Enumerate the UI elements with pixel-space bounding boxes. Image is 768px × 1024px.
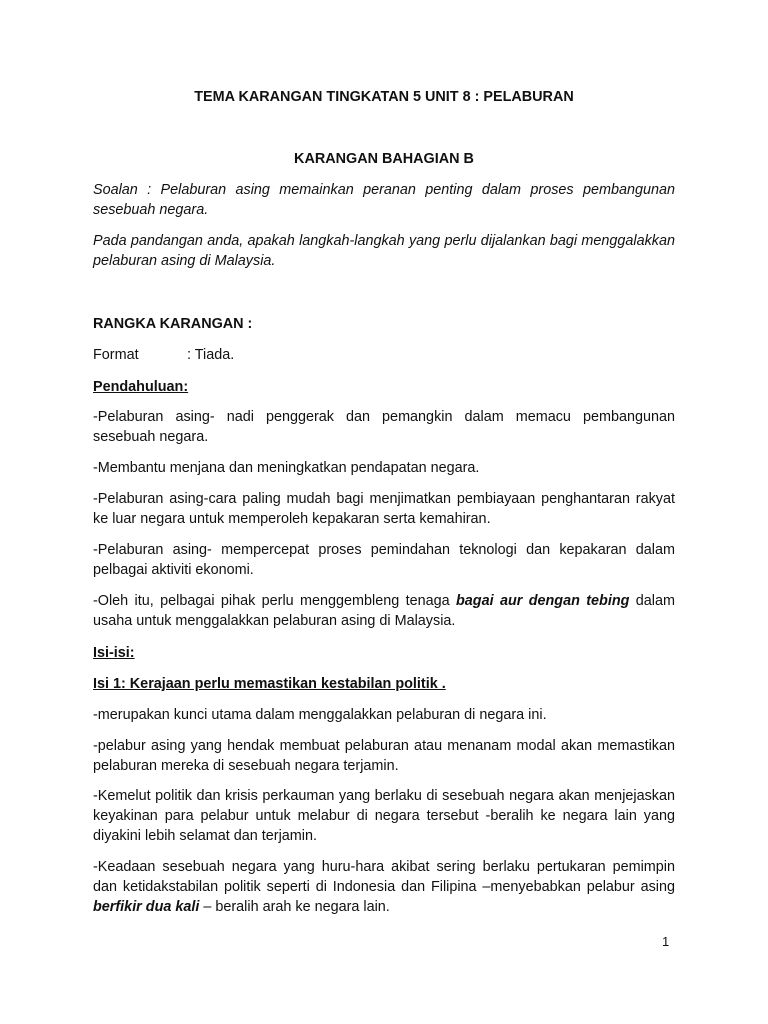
intro-point-5-emphasis: bagai aur dengan tebing	[456, 593, 630, 609]
intro-point-3: -Pelaburan asing-cara paling mudah bagi menjimatkan pembiayaan penghantaran rakyat ke luar negara untuk memperoleh kepakaran serta kemahiran.	[93, 491, 675, 527]
page-number: 1	[662, 934, 670, 949]
point-1-item-2: -pelabur asing yang hendak membuat pelaburan atau menanam modal akan memastikan pelaburan mereka di sesebuah negara terjamin.	[93, 738, 675, 774]
intro-point-5-text: -Oleh itu, pelbagai pihak perlu menggembleng tenaga	[93, 593, 456, 609]
question-paragraph-1: Soalan : Pelaburan asing memainkan peranan penting dalam proses pembangunan sesebuah negara.	[93, 182, 675, 218]
intro-point-5	[93, 591, 675, 631]
point-1-item-4-text: -Keadaan sesebuah negara yang huru-hara akibat sering berlaku pertukaran pemimpin dan ketidakstabilan politik seperti di Indonesia dan Filipina –menyebabkan pelabur asing	[93, 859, 675, 895]
point-1-item-4	[93, 857, 675, 917]
intro-point-1: -Pelaburan asing- nadi penggerak dan pemangkin dalam memacu pembangunan sesebuah negara.	[93, 409, 675, 445]
format-value: : Tiada.	[187, 347, 235, 363]
format-line	[93, 345, 675, 365]
point-1-heading: Isi 1: Kerajaan perlu memastikan kestabilan politik .	[93, 676, 446, 692]
intro-point-4: -Pelaburan asing- mempercepat proses pemindahan teknologi dan kepakaran dalam pelbagai aktiviti ekonomi.	[93, 542, 675, 578]
format-label: Format	[93, 347, 139, 363]
introduction-heading: Pendahuluan:	[93, 379, 189, 395]
point-1-item-4-tail: – beralih arah ke negara lain.	[199, 899, 390, 915]
document-title: TEMA KARANGAN TINGKATAN 5 UNIT 8 : PELABURAN	[194, 89, 574, 105]
intro-point-5-tail: dalam usaha untuk menggalakkan pelaburan asing di Malaysia.	[93, 593, 675, 629]
intro-point-2: -Membantu menjana dan meningkatkan pendapatan negara.	[93, 460, 480, 476]
document-subtitle: KARANGAN BAHAGIAN B	[294, 151, 474, 167]
point-1-item-4-emphasis: berfikir dua kali	[93, 899, 200, 915]
outline-heading: RANGKA KARANGAN :	[93, 316, 253, 332]
content-heading: Isi-isi:	[93, 645, 135, 661]
point-1-item-3: -Kemelut politik dan krisis perkauman yang berlaku di sesebuah negara akan menjejaskan keyakinan para pelabur untuk melabur di negara tersebut -beralih ke negara lain yang diyakini lebih selamat dan terjamin.	[93, 788, 675, 844]
point-1-item-1: -merupakan kunci utama dalam menggalakkan pelaburan di negara ini.	[93, 707, 547, 723]
question-paragraph-2: Pada pandangan anda, apakah langkah-langkah yang perlu dijalankan bagi menggalakkan pelaburan asing di Malaysia.	[93, 233, 675, 269]
